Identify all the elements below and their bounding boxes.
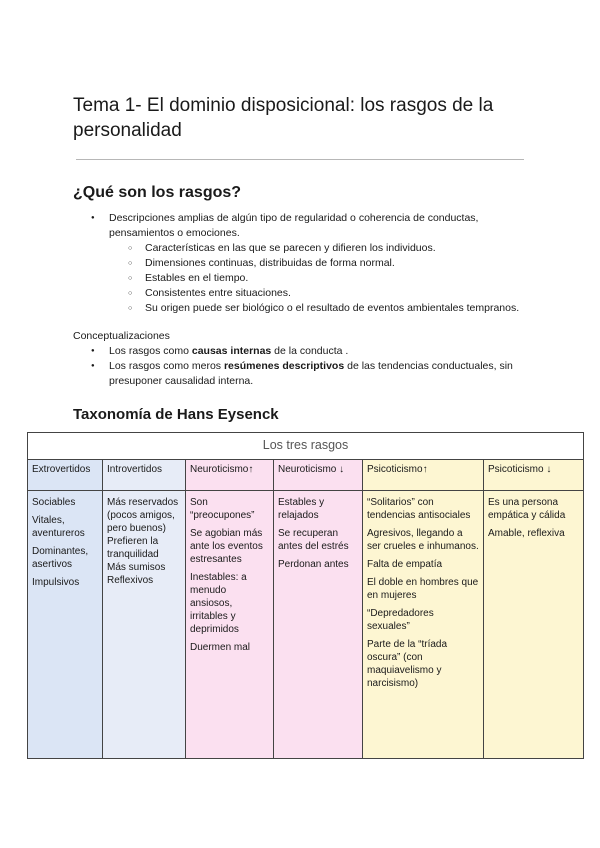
horizontal-divider <box>76 159 524 160</box>
table-cell <box>186 491 274 759</box>
cell-line: Falta de empatía <box>367 559 443 570</box>
definition-list <box>90 211 530 316</box>
table-caption: Los tres rasgos <box>28 433 584 460</box>
section-heading-eysenck: Taxonomía de Hans Eysenck <box>73 406 279 423</box>
cell-line: Duermen mal <box>190 642 251 653</box>
cell-line: Sociables <box>32 497 76 508</box>
characteristic-item: ○ Su origen puede ser biológico o el resultado de eventos ambientales tempranos. <box>127 301 530 316</box>
concept-bold: resúmenes descriptivos <box>223 360 345 372</box>
cell-line: Dominantes, asertivos <box>32 546 89 570</box>
cell-line: Prefieren la tranquilidad <box>107 536 159 560</box>
cell-line: Agresivos, llegando a ser crueles e inhumanos. <box>367 528 479 552</box>
column-header: Neuroticismo↑ <box>186 460 274 491</box>
cell-line: Estables y relajados <box>278 497 325 521</box>
characteristic-item: ○ Dimensiones continuas, distribuidas de forma normal. <box>127 256 530 271</box>
concept-text: de las tendencias conductuales, sin presuponer causalidad interna. <box>109 360 513 387</box>
table-cell <box>363 491 484 759</box>
cell-line: Se recuperan antes del estrés <box>278 528 349 552</box>
cell-line: El doble en hombres que en mujeres <box>367 577 479 601</box>
cell-line: Es una persona empática y cálida <box>488 497 566 521</box>
characteristics-list <box>127 241 530 316</box>
table-cell <box>274 491 363 759</box>
concept-text: Los rasgos como <box>109 345 192 357</box>
column-header: Psicoticismo↑ <box>363 460 484 491</box>
concept-bold: causas internas <box>191 345 272 357</box>
cell-line: Más reservados (pocos amigos, pero buenos) <box>107 497 179 534</box>
cell-line: Parte de la “tríada oscura” (con maquiavelismo y narcisismo) <box>367 639 448 689</box>
definition-bullet <box>90 211 530 316</box>
cell-line: Más sumisos <box>107 562 166 573</box>
table-cell <box>103 491 186 759</box>
concept-text: Los rasgos como meros <box>109 360 224 372</box>
section-heading-rasgos: ¿Qué son los rasgos? <box>73 184 242 201</box>
eysenck-table <box>27 432 584 759</box>
cell-line: Amable, reflexiva <box>488 528 565 539</box>
column-header: Neuroticismo ↓ <box>274 460 363 491</box>
cell-line: “Solitarios” con tendencias antisociales <box>367 497 471 521</box>
cell-line: “Depredadores sexuales” <box>367 608 434 632</box>
concept-item <box>90 344 530 359</box>
characteristic-item: ○ Estables en el tiempo. <box>127 271 530 286</box>
table-cell <box>484 491 584 759</box>
conceptualizaciones-label: Conceptualizaciones <box>73 330 170 342</box>
characteristic-item: ○ Consistentes entre situaciones. <box>127 286 530 301</box>
cell-line: Perdonan antes <box>278 559 349 570</box>
cell-line: Reflexivos <box>107 575 154 586</box>
cell-line: Son “preocupones” <box>190 497 255 521</box>
concept-item <box>90 359 530 389</box>
column-header: Extrovertidos <box>28 460 103 491</box>
column-header: Psicoticismo ↓ <box>484 460 584 491</box>
cell-line: Impulsivos <box>32 577 80 588</box>
cell-line: Inestables: a menudo ansiosos, irritables y deprimidos <box>190 572 247 635</box>
definition-text: Descripciones amplias de algún tipo de regularidad o coherencia de conductas, pensamientos o emociones. <box>109 212 479 239</box>
cell-line: Vitales, aventureros <box>32 515 85 539</box>
characteristic-item: ○ Características en las que se parecen y difieren los individuos. <box>127 241 530 256</box>
table-cell <box>28 491 103 759</box>
cell-line: Se agobian más ante los eventos estresantes <box>190 528 263 565</box>
concept-text: de la conducta . <box>271 345 349 357</box>
column-header: Introvertidos <box>103 460 186 491</box>
page-title: Tema 1- El dominio disposicional: los rasgos de la personalidad <box>73 95 494 141</box>
conceptualizaciones-list <box>90 344 530 389</box>
